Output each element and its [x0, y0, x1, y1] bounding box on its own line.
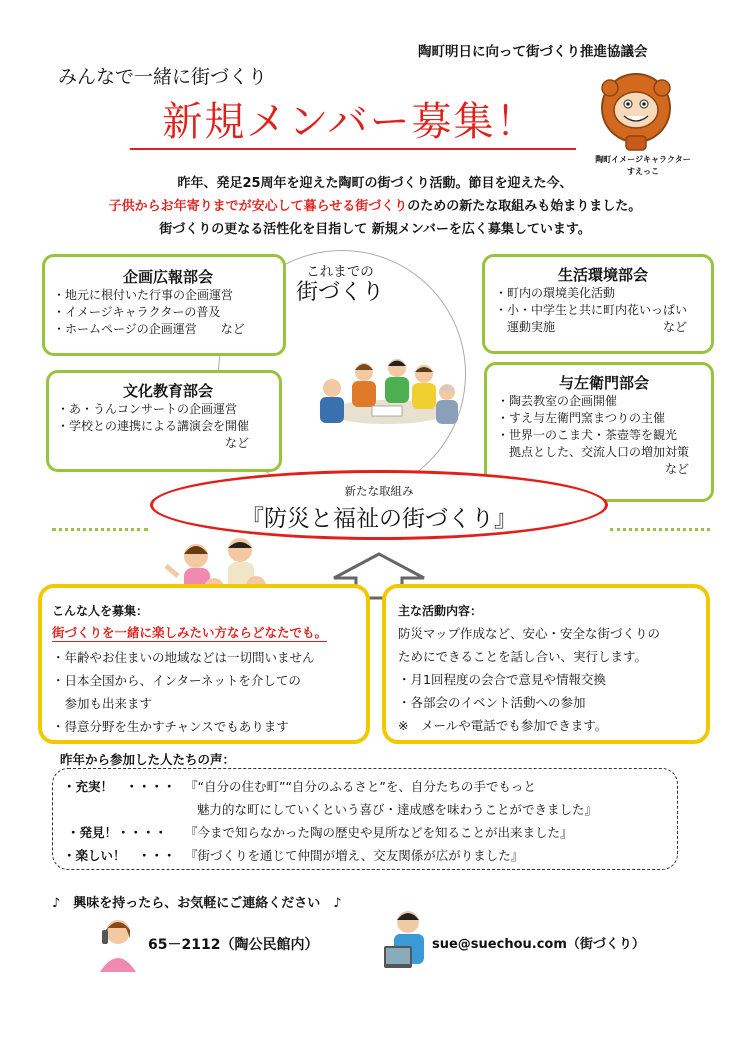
recruit-box: [38, 584, 370, 744]
activities-line: ・月1回程度の会合で意見や情報交換: [398, 672, 606, 687]
section-line: ・イメージキャラクターの普及: [53, 305, 221, 319]
activities-line: ・各部会のイベント活動への参加: [398, 695, 586, 710]
activities-line: ためにできることを話し合い、実行します。: [398, 649, 648, 664]
intro-line-1: 昨年、発足25周年を迎えた陶町の街づくり活動。節目を迎えた今、: [177, 176, 573, 191]
phone-number: 65－2112（陶公民館内）: [148, 937, 319, 953]
voices-heading: 昨年から参加した人たちの声：: [60, 752, 236, 767]
activities-line: ※ メールや電話でも参加できます。: [398, 718, 608, 733]
recruit-line: ・日本全国から、インターネットを介しての: [52, 673, 301, 688]
intro-line-2: [0, 195, 750, 214]
section-line: など: [497, 462, 690, 476]
recruit-heading: こんな人を募集：: [52, 604, 149, 618]
recruit-line: 参加も出来ます: [52, 696, 153, 711]
section-title: 文化教育部会: [122, 382, 213, 400]
section-line: ・陶芸教室の企画開催: [497, 394, 618, 408]
section-box-culture: [46, 370, 282, 472]
center-label-large: 街づくり: [295, 280, 384, 305]
people-meeting-illustration: [312, 350, 462, 430]
organization-name: 陶町明日に向って街づくり推進協議会: [418, 44, 648, 60]
section-title: 与左衛門部会: [558, 374, 649, 392]
voice-text: 『街づくりを通じて仲間が増え、交友関係が広がりました』: [185, 848, 524, 863]
intro-line-3: 街づくりの更なる活性化を目指して 新規メンバーを広く募集しています。: [159, 222, 591, 237]
section-line: ・学校との連携による講演会を開催: [57, 419, 250, 433]
section-line: 拠点とした、交流人口の増加対策: [497, 445, 690, 459]
activities-heading: 主な活動内容：: [398, 604, 483, 618]
intro-line-2-rest: のための新たな取組みも始まりました。: [407, 199, 642, 214]
section-line: ・あ・うんコンサートの企画運営: [57, 402, 238, 416]
section-box-planning: [42, 254, 286, 356]
computer-person-icon: [382, 906, 430, 972]
section-line: ・ホームページの企画運営 など: [53, 322, 245, 336]
section-line: ・世界一のこま犬・茶壺等を観光: [497, 428, 678, 442]
new-initiative-label: 新たな取組み: [344, 484, 414, 498]
page-title: 新規メンバー募集！: [162, 99, 538, 145]
voice-text: 魅力的な町にしていくという喜び・達成感を味わうことができました』: [197, 802, 598, 817]
divider-dots-right: [610, 528, 710, 531]
contact-invite: ♪ 興味を持ったら、お気軽にご連絡ください ♪: [52, 896, 342, 911]
voices-box: [52, 768, 678, 870]
section-title: 企画広報部会: [122, 268, 213, 286]
section-line: 運動実施 など: [495, 320, 688, 334]
section-line: ・小・中学生と共に町内花いっぱい: [495, 303, 688, 317]
voice-label: ・楽しい！ ・・・: [63, 848, 176, 863]
section-title: 生活環境部会: [557, 266, 648, 284]
subtitle: みんなで一緒に街づくり: [58, 66, 268, 88]
recruit-highlight: 街づくりを一緒に楽しみたい方ならどなたでも。: [52, 625, 328, 640]
mascot-name: すえっこ: [627, 167, 659, 176]
title-underline: [130, 148, 576, 150]
recruit-line: ・年齢やお住まいの地域などは一切問いません: [52, 650, 315, 665]
intro-highlight: 子供からお年寄りまでが安心して暮らせる街づくり: [108, 199, 408, 214]
section-box-environment: [482, 254, 714, 354]
recruit-line: ・得意分野を生かすチャンスでもあります: [52, 719, 289, 734]
divider-dots-left: [52, 528, 148, 531]
activities-line: 防災マップ作成など、安心・安全な街づくりの: [398, 626, 661, 641]
mascot-image: [598, 68, 674, 154]
mascot-caption-line: 陶町イメージキャラクター: [595, 155, 691, 164]
section-line: など: [57, 436, 250, 450]
new-initiative-title: 『防災と福祉の街づくり』: [241, 506, 517, 532]
voice-label: ・充実！ ・・・・: [63, 779, 176, 794]
section-line: ・地元に根付いた行事の企画運営: [53, 288, 234, 302]
activities-box: [382, 584, 710, 744]
section-line: ・町内の環境美化活動: [495, 286, 616, 300]
voice-text: 『“自分の住む町”“自分のふるさと”を、自分たちの手でもっと: [185, 779, 536, 794]
voice-text: 『今まで知らなかった陶の歴史や見所などを知ることが出来ました』: [185, 825, 573, 840]
section-line: ・すえ与左衛門窯まつりの主催: [497, 411, 666, 425]
phone-person-icon: [96, 914, 138, 974]
voice-label: ・発見！・・・・: [67, 825, 168, 840]
contact-email[interactable]: sue@suechou.com（街づくり）: [432, 937, 645, 952]
center-label-small: これまでの: [306, 264, 374, 280]
